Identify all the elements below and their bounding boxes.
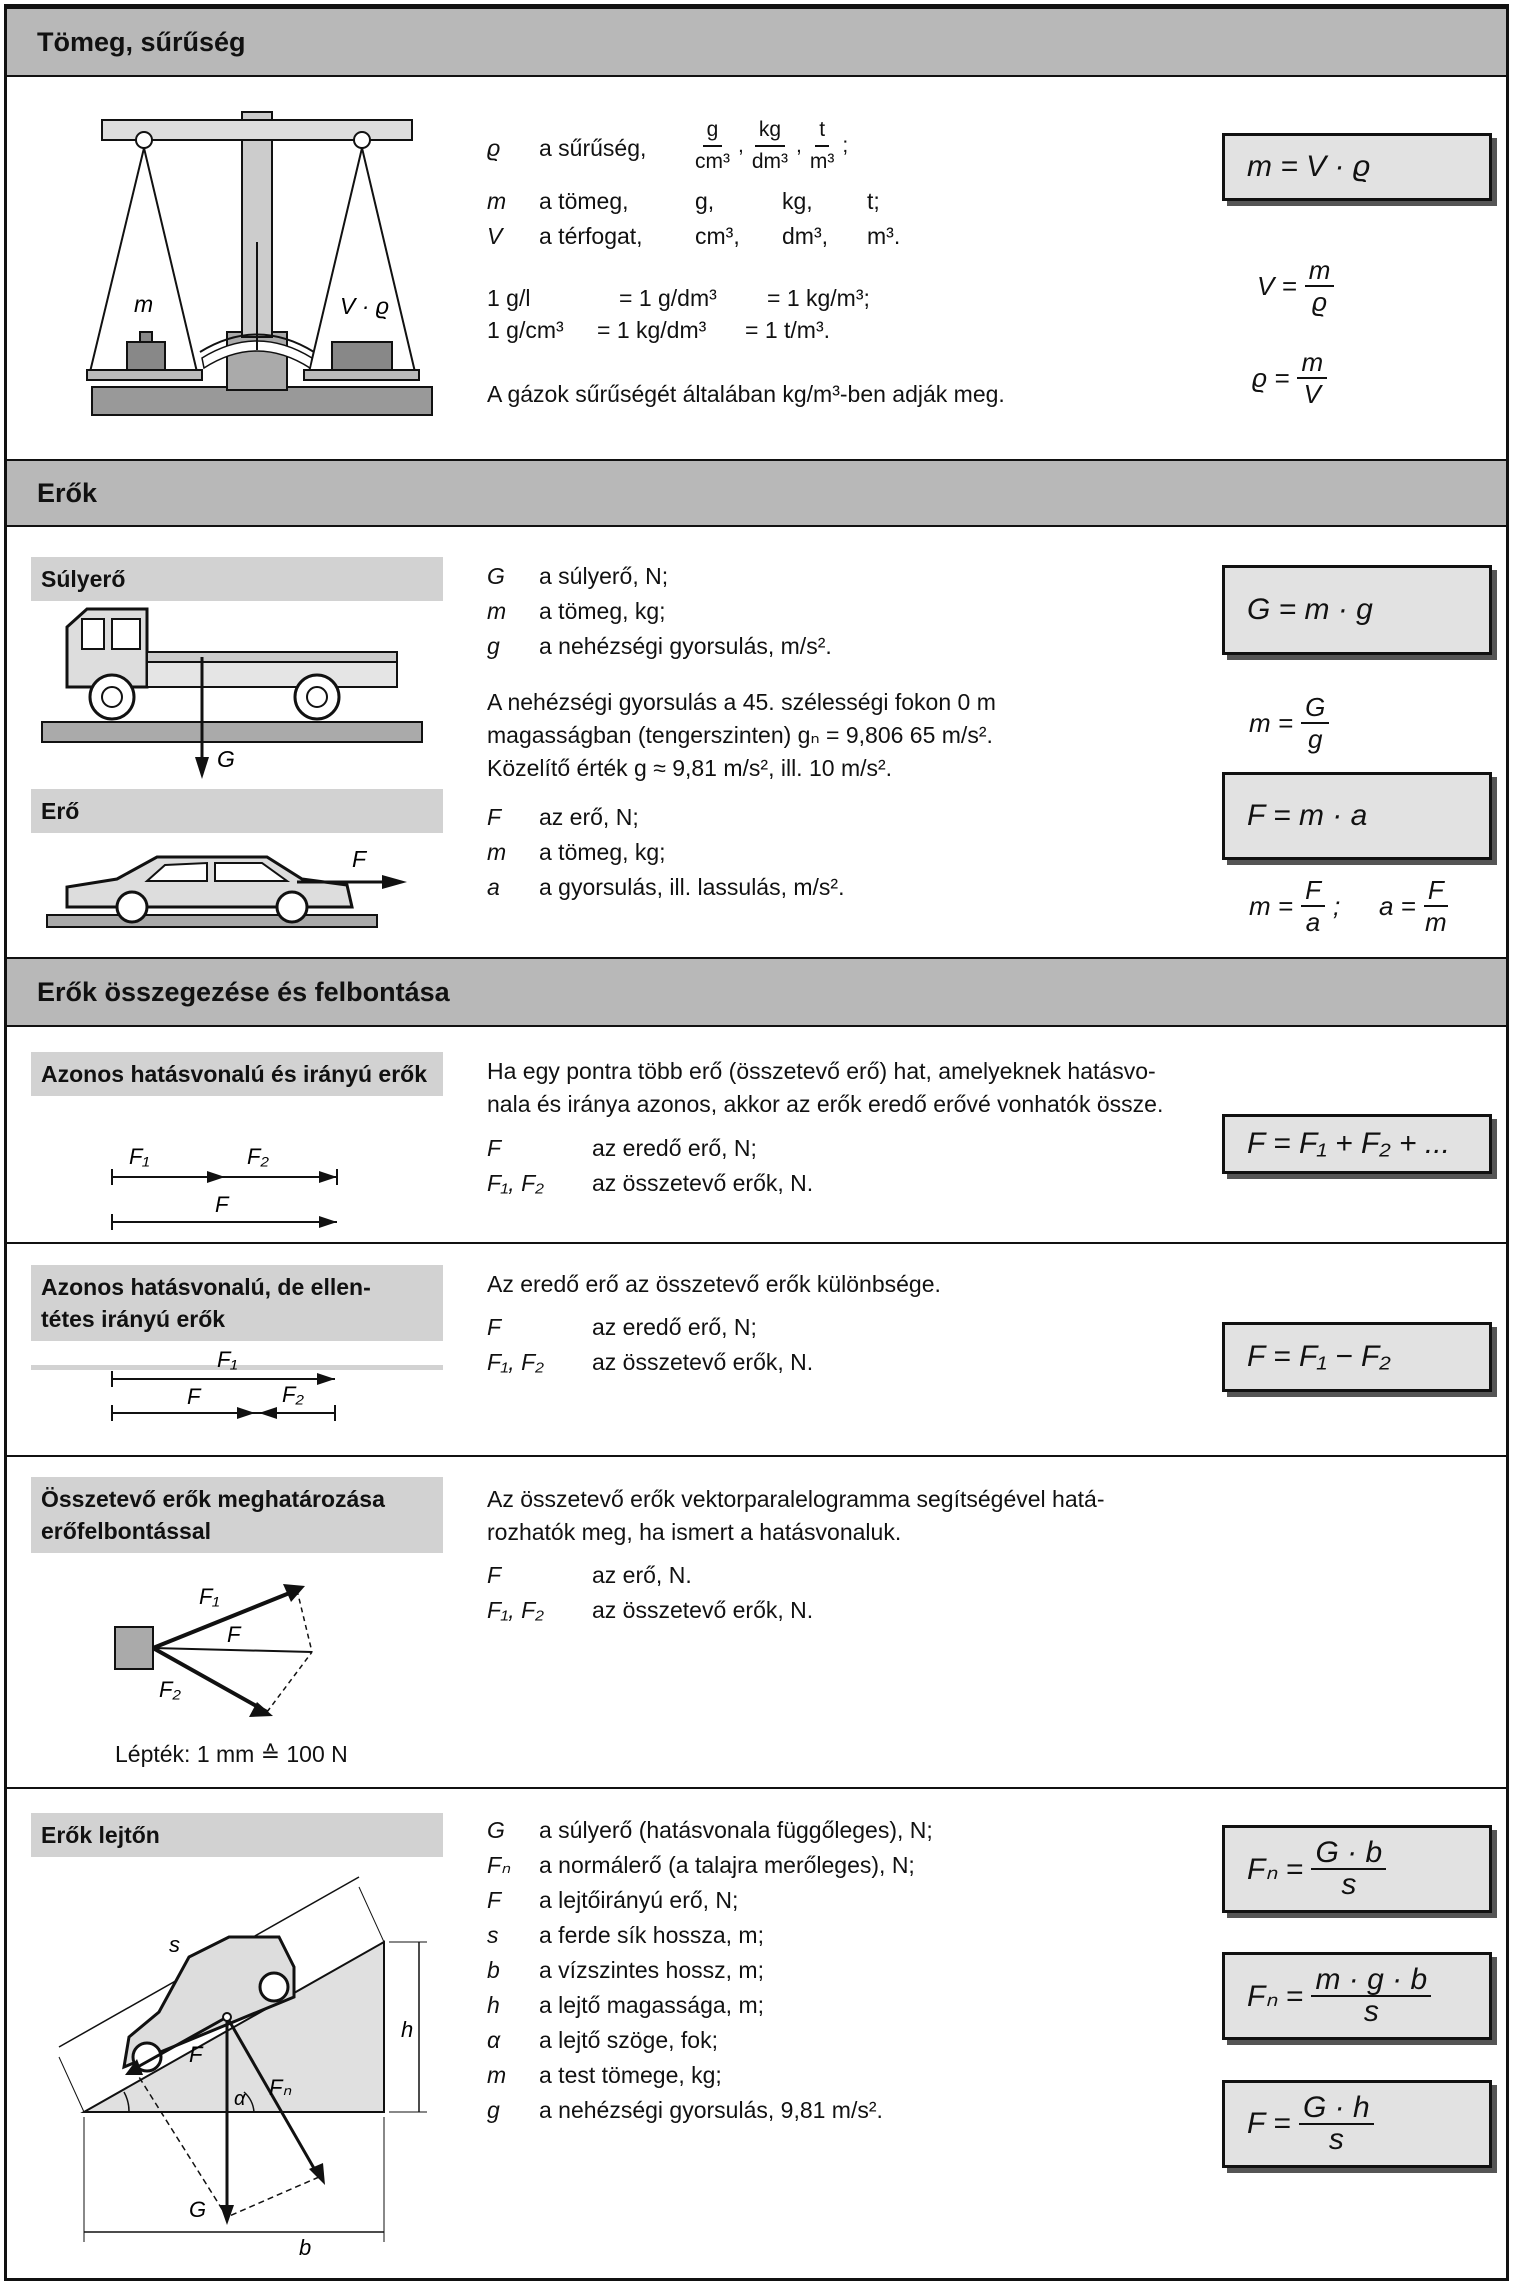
- label-opposite-direction: [31, 1265, 443, 1341]
- force-sym: F: [487, 804, 502, 830]
- car-force-label: F: [352, 846, 367, 872]
- volume-unit-cm3: cm³,: [695, 223, 740, 249]
- formula-den: g: [1307, 724, 1323, 754]
- components-desc: az összetevő erők, N.: [592, 1349, 814, 1375]
- label-force: Erő: [31, 789, 443, 833]
- formula-page: [4, 4, 1509, 2281]
- formula-den: m: [1424, 907, 1447, 937]
- formula-box-normal-force: [1222, 1825, 1492, 1913]
- components-desc: az összetevő erők, N.: [592, 1597, 814, 1623]
- formula-lhs: ϱ =: [1252, 362, 1290, 393]
- mass-unit-kg: kg,: [782, 188, 813, 214]
- formula-lhs: m =: [1249, 707, 1294, 738]
- gravity-note-3: Közelítő érték g ≈ 9,81 m/s², ill. 10 m/s².: [487, 755, 893, 781]
- scale-volume-density-label: V · ϱ: [340, 293, 390, 319]
- car-figure: [47, 827, 427, 937]
- label-f1: F₁: [129, 1144, 150, 1169]
- mass-unit-t: t;: [867, 188, 880, 214]
- formula-num: m: [1305, 255, 1335, 287]
- formula-lhs: V =: [1257, 270, 1297, 301]
- result-sym: F: [487, 1135, 502, 1161]
- eq2-a: 1 g/cm³: [487, 317, 564, 343]
- section-header-density: Tömeg, sűrűség: [7, 7, 1506, 77]
- accel-sym: a: [487, 874, 500, 900]
- incline-desc-6: a lejtő szöge, fok;: [539, 2027, 718, 2053]
- force-mass-sym: m: [487, 839, 507, 865]
- incline-desc-8: a nehézségi gyorsulás, 9,81 m/s².: [539, 2097, 883, 2123]
- incline-desc-1: a normálerő (a talajra merőleges), N;: [539, 1852, 915, 1878]
- label-line-1: Azonos hatásvonalú, de ellen-: [41, 1274, 371, 1300]
- components-desc: az összetevő erők, N.: [592, 1170, 814, 1196]
- label-decomposition: [31, 1477, 443, 1553]
- formula-num: G · b: [1311, 1838, 1386, 1870]
- same-direction-forces-figure: [107, 1142, 367, 1232]
- components-sym: F₁, F₂: [487, 1349, 544, 1375]
- mass-desc: a tömeg,: [539, 188, 629, 214]
- label-s: s: [169, 1932, 180, 1957]
- mass-sym: m: [487, 188, 507, 214]
- unit-num-t: t: [815, 115, 829, 147]
- scale-mass-label: m: [134, 291, 154, 317]
- divider: [7, 1242, 1506, 1244]
- formula-mass-from-weight: [1249, 692, 1329, 754]
- incline-sym-4: b: [487, 1957, 500, 1983]
- formula-box-weight: G = m · g: [1222, 565, 1492, 655]
- incline-sym-8: g: [487, 2097, 500, 2123]
- formula-density: [1252, 347, 1327, 409]
- formula-lhs: Fₙ =: [1247, 1852, 1304, 1886]
- gravity-desc: a nehézségi gyorsulás, m/s².: [539, 633, 832, 659]
- mass-unit-g: g,: [695, 188, 715, 214]
- scale-note: Lépték: 1 mm ≙ 100 N: [115, 1741, 348, 1767]
- label-f: F: [187, 1384, 201, 1409]
- section-header-forces: Erők: [7, 459, 1506, 527]
- formula-den: s: [1328, 2123, 1344, 2156]
- force-desc: az erő, N.: [592, 1562, 692, 1588]
- formula-volume: [1257, 255, 1334, 317]
- unit-num-kg: kg: [755, 115, 785, 147]
- label-f2: F₂: [159, 1677, 181, 1702]
- gravity-note-2: magasságban (tengerszinten) gₙ = 9,806 65 m/s².: [487, 722, 993, 748]
- force-desc: az erő, N;: [539, 804, 639, 830]
- result-desc: az eredő erő, N;: [592, 1135, 757, 1161]
- formula-mass-from-force: m = $\frac{F}{a}$ ;: [1249, 875, 1341, 937]
- density-desc: a sűrűség,: [539, 135, 647, 161]
- incline-sym-2: F: [487, 1887, 502, 1913]
- opposite-direction-text: Az eredő erő az összetevő erők különbsége.: [487, 1271, 941, 1297]
- eq1-c: = 1 kg/m³;: [767, 285, 870, 311]
- weight-force-label: G: [217, 746, 235, 772]
- incline-sym-0: G: [487, 1817, 505, 1843]
- label-f: F: [227, 1622, 241, 1647]
- incline-sym-1: Fₙ: [487, 1852, 511, 1878]
- formula-lhs: F =: [1247, 2107, 1291, 2140]
- label-f: F: [215, 1192, 229, 1217]
- eq1-b: = 1 g/dm³: [619, 285, 717, 311]
- formula-lhs: Fₙ =: [1247, 1979, 1304, 2013]
- truck-figure: [37, 597, 437, 787]
- components-sym: F₁, F₂: [487, 1170, 544, 1196]
- volume-unit-dm3: dm³,: [782, 223, 828, 249]
- formula-den: s: [1341, 1868, 1357, 1901]
- result-sym: F: [487, 1314, 502, 1340]
- label-weight: Súlyerő: [31, 557, 443, 601]
- label-g: G: [189, 2197, 207, 2222]
- formula-den: a: [1305, 907, 1321, 937]
- formula-accel: [1379, 875, 1448, 937]
- label-b: b: [299, 2235, 312, 2260]
- unit-den-cm3: cm³: [695, 150, 730, 173]
- decomposition-text-2: rozhatók meg, ha ismert a hatásvonaluk.: [487, 1519, 902, 1545]
- unit-den-dm3: dm³: [751, 150, 789, 173]
- label-same-direction: Azonos hatásvonalú és irányú erők: [31, 1052, 443, 1096]
- same-direction-text-2: nala és iránya azonos, akkor az erők eredő erővé vonhatók össze.: [487, 1091, 1164, 1117]
- incline-sym-6: α: [487, 2027, 501, 2053]
- formula-den: ϱ: [1312, 287, 1328, 317]
- label-h: h: [401, 2017, 414, 2042]
- label-incline: Erők lejtőn: [31, 1813, 443, 1857]
- incline-sym-5: h: [487, 1992, 500, 2018]
- volume-unit-m3: m³.: [867, 223, 901, 249]
- decomposition-text-1: Az összetevő erők vektorparalelogramma segítségével hatá-: [487, 1486, 1105, 1512]
- incline-desc-7: a test tömege, kg;: [539, 2062, 722, 2088]
- incline-desc-0: a súlyerő (hatásvonala függőleges), N;: [539, 1817, 933, 1843]
- force-sym: F: [487, 1562, 502, 1588]
- weight-mass-sym: m: [487, 598, 507, 624]
- result-desc: az eredő erő, N;: [592, 1314, 757, 1340]
- incline-sym-3: s: [487, 1922, 499, 1948]
- formula-num: F: [1301, 875, 1325, 907]
- formula-box-difference: F = F₁ − F₂: [1222, 1322, 1492, 1392]
- formula-num: G: [1301, 692, 1329, 724]
- weight-desc: a súlyerő, N;: [539, 563, 669, 589]
- formula-box-force: F = m · a: [1222, 772, 1492, 860]
- balance-scale-figure: [72, 102, 452, 432]
- components-sym: F₁, F₂: [487, 1597, 544, 1623]
- inclined-plane-figure: [29, 1847, 459, 2267]
- force-parallelogram-figure: [107, 1572, 367, 1732]
- formula-lhs: a =: [1379, 890, 1416, 921]
- formula-num: m · g · b: [1311, 1965, 1431, 1997]
- eq1-a: 1 g/l: [487, 285, 531, 311]
- formula-den: V: [1303, 379, 1321, 409]
- label-f2: F₂: [247, 1144, 269, 1169]
- incline-desc-2: a lejtőirányú erő, N;: [539, 1887, 739, 1913]
- label-line-2: erőfelbontással: [41, 1518, 211, 1544]
- label-f1: F₁: [199, 1584, 220, 1609]
- formula-box-normal-force-mass: [1222, 1952, 1492, 2040]
- gravity-sym: g: [487, 633, 500, 659]
- section-header-composition: Erők összegezése és felbontása: [7, 957, 1506, 1027]
- force-mass-desc: a tömeg, kg;: [539, 839, 666, 865]
- incline-desc-3: a ferde sík hossza, m;: [539, 1922, 764, 1948]
- formula-num: G · h: [1299, 2093, 1374, 2125]
- opposite-direction-forces-figure: [107, 1347, 367, 1437]
- accel-desc: a gyorsulás, ill. lassulás, m/s².: [539, 874, 845, 900]
- label-f: F: [189, 2042, 203, 2067]
- density-units: $\frac{g}{\text{cm³}}$ , $\frac{kg}{\text{dm³}}$ , $\frac{t}{\text{m³}}$ ;: [695, 115, 848, 177]
- unit-num-g: g: [703, 115, 723, 147]
- incline-desc-4: a vízszintes hossz, m;: [539, 1957, 764, 1983]
- formula-box-sum: F = F₁ + F₂ + ...: [1222, 1114, 1492, 1174]
- volume-sym: V: [487, 223, 503, 249]
- eq2-b: = 1 kg/dm³: [597, 317, 707, 343]
- eq2-c: = 1 t/m³.: [745, 317, 830, 343]
- formula-den: s: [1363, 1995, 1379, 2028]
- incline-desc-5: a lejtő magassága, m;: [539, 1992, 765, 2018]
- weight-mass-desc: a tömeg, kg;: [539, 598, 666, 624]
- formula-num: F: [1424, 875, 1448, 907]
- label-f1: F₁: [217, 1347, 238, 1372]
- divider: [7, 1787, 1506, 1789]
- density-sym: ϱ: [487, 135, 501, 161]
- divider: [7, 1455, 1506, 1457]
- formula-lhs: m =: [1249, 890, 1294, 921]
- volume-desc: a térfogat,: [539, 223, 643, 249]
- label-alpha: α: [234, 2088, 246, 2110]
- label-line-1: Összetevő erők meghatározása: [41, 1486, 385, 1512]
- gravity-note-1: A nehézségi gyorsulás a 45. szélességi fokon 0 m: [487, 689, 996, 715]
- same-direction-text-1: Ha egy pontra több erő (összetevő erő) hat, amelyeknek hatásvo-: [487, 1058, 1156, 1084]
- gas-note: A gázok sűrűségét általában kg/m³-ben adják meg.: [487, 381, 1005, 407]
- unit-den-m3: m³: [809, 150, 835, 173]
- label-f2: F₂: [282, 1382, 304, 1407]
- formula-box-density: m = V · ϱ: [1222, 133, 1492, 201]
- label-fn: Fₙ: [269, 2075, 292, 2100]
- label-line-2: tétes irányú erők: [41, 1306, 226, 1332]
- incline-sym-7: m: [487, 2062, 507, 2088]
- formula-box-slope-force: [1222, 2080, 1492, 2168]
- formula-num: m: [1297, 347, 1327, 379]
- weight-sym: G: [487, 563, 505, 589]
